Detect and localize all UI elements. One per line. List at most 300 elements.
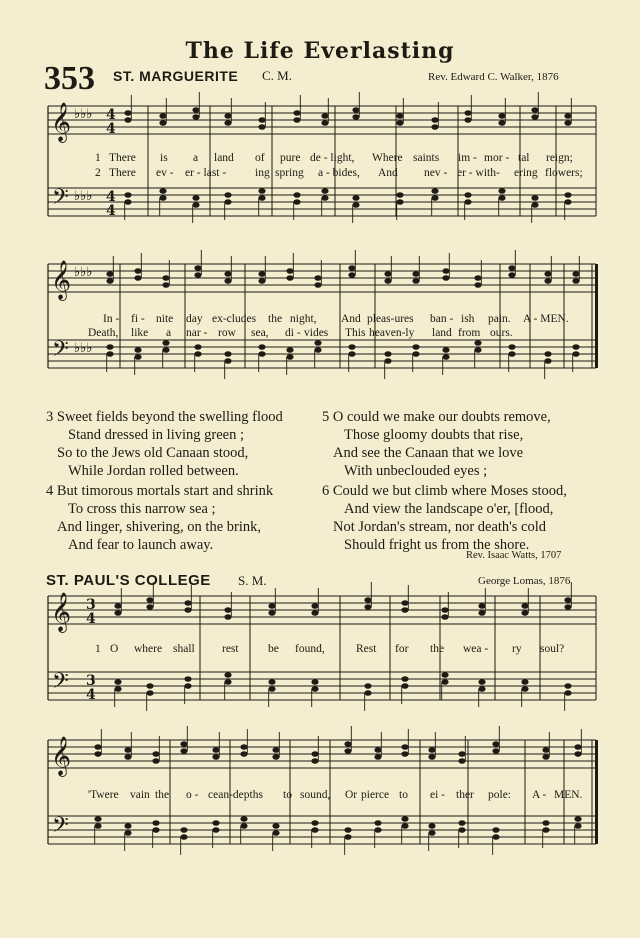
note-head [531,195,538,201]
note-head [159,188,166,194]
lyric-syllable: from [458,327,481,339]
lyric-syllable: be [268,643,279,655]
note-head [192,202,199,208]
time-signature: 4 [106,107,116,123]
note-head [286,268,293,274]
note-head [401,751,408,757]
stanza-line: And see the Canaan that we love [333,445,524,461]
stanza-line: And linger, shivering, on the brink, [57,519,261,535]
lyric-syllable: di - [285,327,301,339]
note-head [152,820,159,826]
note-head [162,347,169,353]
note-head [311,827,318,833]
stanza-line: Stand dressed in living green ; [68,427,244,443]
lyric-syllable: A - [532,789,547,801]
note-head [492,741,499,747]
note-head [258,124,265,130]
note-head [348,272,355,278]
note-head [464,117,471,123]
meter: C. M. [262,68,292,83]
treble-clef-icon: 𝄞 [51,260,72,300]
stanza-3 [46,408,283,480]
note-head [212,827,219,833]
composer-credit: Rev. Edward C. Walker, 1876 [428,71,559,83]
note-head [134,354,141,360]
note-head [268,686,275,692]
bass-clef-icon: 𝄢 [52,185,69,215]
note-head [442,268,449,274]
note-head [94,816,101,822]
note-head [412,271,419,277]
note-head [114,679,121,685]
stanza-line: Those gloomy doubts that rise, [344,427,524,443]
note-head [401,683,408,689]
note-head [94,751,101,757]
note-head [184,607,191,613]
stanza-line: Could we but climb where Moses stood, [332,483,567,499]
note-head [396,199,403,205]
note-head [574,744,581,750]
note-head [364,597,371,603]
note-head [458,827,465,833]
lyric-syllable: of [255,152,265,164]
note-head [464,199,471,205]
lyric-syllable: ex-cludes [212,313,257,325]
lyric-syllable: a [193,152,199,164]
note-head [184,683,191,689]
lyric-syllable: This [345,327,366,339]
tune-name: ST. MARGUERITE [113,68,239,84]
note-head [564,683,571,689]
note-head [124,823,131,829]
note-head [521,686,528,692]
note-head [352,114,359,120]
lyric-syllable: the [268,313,283,325]
note-head [240,823,247,829]
note-head [564,113,571,119]
note-head [194,344,201,350]
note-head [224,679,231,685]
note-head [314,282,321,288]
lyric-syllable: tal [518,152,530,164]
note-head [401,744,408,750]
note-head [458,820,465,826]
note-head [124,830,131,836]
stanza-number: 6 [322,483,330,499]
lyric-syllable: vides [304,327,329,339]
lyric-syllable: a [166,327,172,339]
note-head [401,607,408,613]
lyric-syllable: ing [255,167,270,179]
note-head [498,113,505,119]
note-head [134,347,141,353]
stanza-number: 3 [46,409,54,425]
final-barline [595,264,598,368]
note-head [258,195,265,201]
note-head [311,751,318,757]
time-signature: 4 [106,203,116,219]
note-head [458,751,465,757]
note-head [224,358,231,364]
tune-name-2: ST. PAUL'S COLLEGE [46,572,211,589]
note-head [564,690,571,696]
note-head [146,597,153,603]
note-head [442,354,449,360]
stanza-number: 4 [46,483,54,499]
note-head [572,278,579,284]
note-head [162,282,169,288]
note-head [374,747,381,753]
bass-clef-icon: 𝄢 [52,813,69,843]
lyric-syllable: fi - [131,313,145,325]
note-head [431,195,438,201]
lyric-syllable: ish [461,313,475,325]
note-head [94,823,101,829]
stanza-5 [322,408,551,480]
note-head [152,827,159,833]
lyric-syllable: sound, [300,789,331,801]
lyric-syllable: vain [130,789,150,801]
note-head [146,690,153,696]
note-head [401,816,408,822]
treble-clef-icon: 𝄞 [51,736,72,776]
note-head [321,188,328,194]
note-head [531,107,538,113]
note-head [258,344,265,350]
note-head [311,679,318,685]
lyric-syllable: row [218,327,236,339]
note-head [542,820,549,826]
note-head [508,344,515,350]
lyric-syllable: rest [222,643,239,655]
lyric-syllable: reign; [546,152,573,164]
lyric-syllable: ours. [490,327,513,339]
lyric-syllable: day [186,313,203,325]
lyric-syllable: for [395,643,409,655]
lyric-syllable: saints [413,152,440,164]
lyric-syllable: And [378,167,398,179]
note-head [258,271,265,277]
note-head [224,192,231,198]
note-head [464,110,471,116]
note-head [374,820,381,826]
note-head [441,672,448,678]
note-head [498,120,505,126]
note-head [544,358,551,364]
lyric-syllable: Rest [356,643,377,655]
meter-2: S. M. [238,573,267,588]
stanza-4 [46,482,273,554]
lyric-syllable: pierce [361,789,390,801]
note-head [106,271,113,277]
note-head [442,275,449,281]
treble-clef-icon: 𝄞 [51,592,72,632]
time-signature: 4 [106,189,116,205]
note-head [286,347,293,353]
note-head [162,275,169,281]
time-signature: 4 [86,611,96,627]
note-head [159,113,166,119]
note-head [428,830,435,836]
note-head [194,272,201,278]
stanza-line: To cross this narrow sea ; [68,501,216,517]
lyric-syllable: spring [275,167,304,179]
note-head [396,192,403,198]
lyric-syllable: ry [512,643,522,655]
note-head [574,823,581,829]
note-head [184,600,191,606]
note-head [474,275,481,281]
note-head [464,192,471,198]
note-head [492,748,499,754]
note-head [474,282,481,288]
time-signature: 4 [86,687,96,703]
note-head [159,120,166,126]
note-head [431,124,438,130]
note-head [286,275,293,281]
note-head [114,686,121,692]
bass-clef-icon: 𝄢 [52,669,69,699]
note-head [544,271,551,277]
lyric-syllable: soul? [540,643,565,655]
key-signature: ♭♭♭ [74,341,93,356]
note-head [180,834,187,840]
note-head [311,758,318,764]
lyric-syllable: 1 [95,643,101,655]
note-head [492,827,499,833]
note-head [314,340,321,346]
note-head [344,834,351,840]
bass-clef-icon: 𝄢 [52,337,69,367]
note-head [428,823,435,829]
note-head [124,747,131,753]
lyric-syllable: There [109,152,136,164]
lyric-syllable: the [155,789,170,801]
lyric-syllable: Death, [88,327,119,339]
lyric-syllable: im - [458,152,477,164]
lyric-syllable: ei - [430,789,446,801]
note-head [240,751,247,757]
note-head [441,679,448,685]
note-head [478,610,485,616]
note-head [478,603,485,609]
lyric-syllable: 2 [95,167,101,179]
note-head [564,604,571,610]
lyric-syllable: Or [345,789,358,801]
lyric-syllable: A - MEN. [523,313,569,325]
note-head [224,614,231,620]
note-head [572,351,579,357]
note-head [396,120,403,126]
note-head [184,676,191,682]
note-head [521,610,528,616]
lyric-syllable: to [399,789,408,801]
note-head [268,679,275,685]
note-head [574,751,581,757]
lyric-syllable: flowers; [545,167,583,179]
note-head [212,754,219,760]
note-head [106,278,113,284]
note-head [478,679,485,685]
note-head [321,113,328,119]
lyric-syllable: de - light, [310,152,355,164]
note-head [124,192,131,198]
note-head [124,117,131,123]
note-head [508,265,515,271]
note-head [114,610,121,616]
key-signature: ♭♭♭ [74,265,93,280]
note-head [224,199,231,205]
note-head [258,188,265,194]
lyric-syllable: found, [295,643,325,655]
note-head [564,597,571,603]
lyric-syllable: heaven-ly [369,327,415,339]
stanza-line: But timorous mortals start and shrink [56,483,274,499]
note-head [401,600,408,606]
note-head [286,354,293,360]
lyric-syllable: er - last - [185,167,227,179]
note-head [412,344,419,350]
note-head [194,351,201,357]
note-head [348,344,355,350]
note-head [94,744,101,750]
note-head [311,686,318,692]
note-head [240,816,247,822]
note-head [431,117,438,123]
lyric-syllable: O [110,643,119,655]
note-head [574,816,581,822]
note-head [364,683,371,689]
note-head [152,758,159,764]
note-head [162,340,169,346]
stanza-number: 5 [322,409,330,425]
lyric-syllable: ering [514,167,538,179]
note-head [114,603,121,609]
note-head [384,278,391,284]
note-head [314,275,321,281]
note-head [272,823,279,829]
lyric-syllable: pleas-ures [367,313,414,325]
lyric-syllable: 1 [95,152,101,164]
note-head [293,110,300,116]
lyric-syllable: er - with- [457,167,500,179]
stanza-line: O could we make our doubts remove, [332,409,551,425]
note-head [106,344,113,350]
note-head [321,120,328,126]
note-head [572,271,579,277]
note-head [521,679,528,685]
note-head [258,117,265,123]
lyric-syllable: land [432,327,452,339]
lyric-syllable: o - [186,789,199,801]
lyric-syllable: sea, [251,327,269,339]
note-head [180,827,187,833]
stanza-line: Should fright us from the shore. [344,537,530,553]
note-head [124,199,131,205]
note-head [224,278,231,284]
hymn-number: 353 [44,60,95,97]
note-head [344,827,351,833]
lyric-syllable: In - [103,313,120,325]
stanza-line: So to the Jews old Canaan stood, [57,445,249,461]
lyric-syllable: ther [456,789,474,801]
note-head [401,823,408,829]
lyric-syllable: ev - [156,167,174,179]
note-head [442,347,449,353]
lyric-syllable: There [109,167,136,179]
lyric-syllable: land [214,152,234,164]
stanza-line: While Jordan rolled between. [68,463,239,479]
note-head [258,278,265,284]
note-head [268,610,275,616]
note-head [508,351,515,357]
note-head [124,754,131,760]
lyric-syllable: nar - [186,327,208,339]
note-head [412,351,419,357]
note-head [344,748,351,754]
lyric-syllable: wea - [463,643,489,655]
lyric-syllable: pole: [488,789,511,801]
note-head [224,271,231,277]
lyric-syllable: cean-depths [208,789,263,801]
key-signature: ♭♭♭ [74,189,93,204]
note-head [124,110,131,116]
note-head [352,107,359,113]
lyric-syllable: pain. [488,313,511,325]
note-head [384,358,391,364]
note-head [374,754,381,760]
note-head [192,114,199,120]
lyric-syllable: ban - [430,313,454,325]
note-head [564,192,571,198]
note-head [272,830,279,836]
lyric-syllable: And [341,313,361,325]
note-head [364,604,371,610]
note-head [544,278,551,284]
note-head [293,117,300,123]
note-head [192,107,199,113]
note-head [180,741,187,747]
note-head [224,113,231,119]
note-head [508,272,515,278]
note-head [498,195,505,201]
note-head [212,820,219,826]
note-head [544,351,551,357]
time-signature: 3 [86,673,96,689]
lyric-syllable: MEN. [554,789,583,801]
text-attribution: Rev. Isaac Watts, 1707 [466,550,562,561]
lyric-syllable: night, [290,313,317,325]
lyric-syllable: nite [156,313,174,325]
note-head [192,195,199,201]
stanza-line: Not Jordan's stream, nor death's cold [333,519,547,535]
note-head [458,758,465,764]
note-head [272,754,279,760]
note-head [542,754,549,760]
note-head [348,351,355,357]
treble-clef-icon: 𝄞 [51,102,72,142]
note-head [428,754,435,760]
note-head [492,834,499,840]
stanza-line: With unbeclouded eyes ; [344,463,488,479]
note-head [564,120,571,126]
note-head [146,683,153,689]
note-head [474,340,481,346]
note-head [348,265,355,271]
note-head [374,827,381,833]
note-head [498,188,505,194]
stanza-line: And fear to launch away. [68,537,214,553]
